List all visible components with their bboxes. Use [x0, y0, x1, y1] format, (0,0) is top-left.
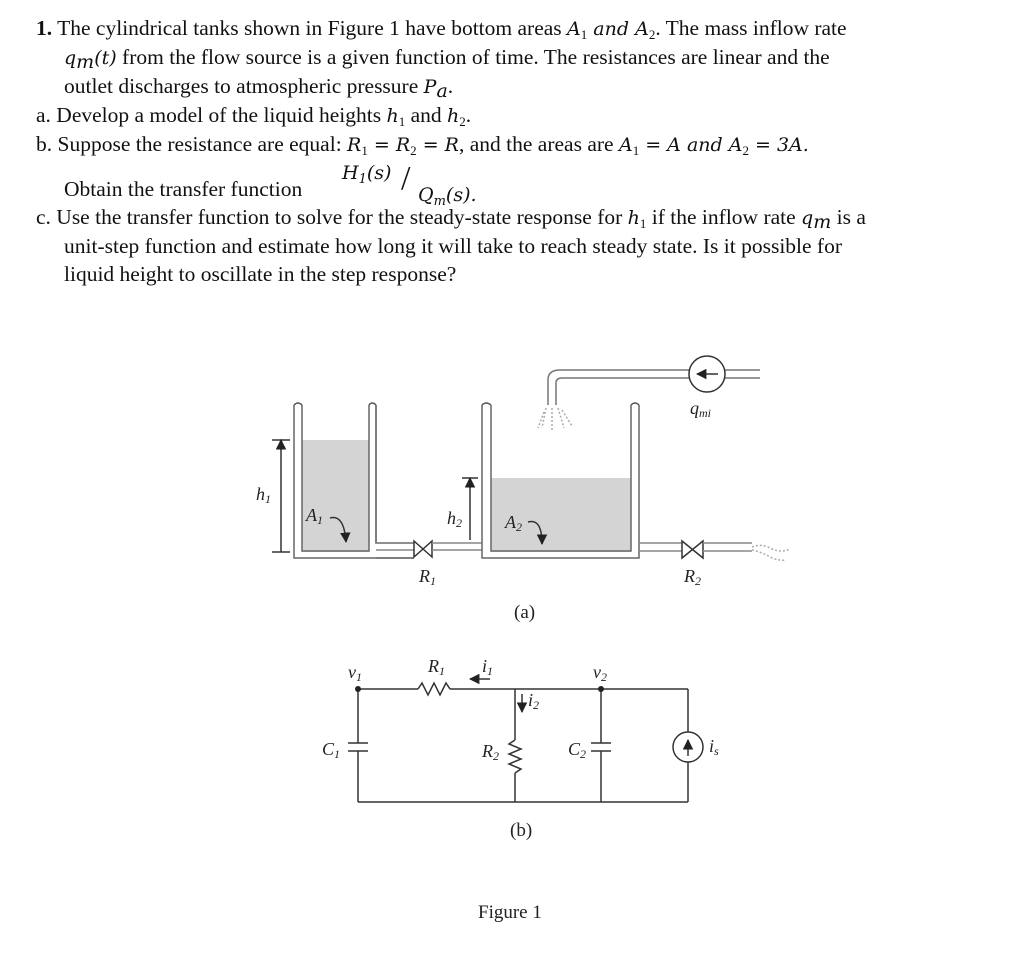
resistor-r2-icon [509, 740, 521, 773]
tank-1-water [302, 440, 369, 552]
part-b: b. Suppose the resistance are equal: $R_1 = R_2 = R$, and the areas are $A_1 = A$ and $A_2 = 3A$. [36, 132, 809, 158]
caption-a: (a) [514, 602, 536, 623]
svg-text:R2: R2 [684, 566, 701, 588]
figure-caption: Figure 1 [478, 902, 542, 923]
outflow-spray-icon [752, 545, 790, 551]
svg-text:R1: R1 [419, 566, 436, 588]
svg-text:i2: i2 [528, 690, 540, 712]
svg-text:h1: h1 [256, 484, 271, 506]
intro-line-1: 1. The cylindrical tanks shown in Figure 1 have bottom areas $A_1$ and $A_2$. The mass inflow rate [36, 16, 847, 42]
h1-dimension [272, 440, 290, 552]
intro-line-2: $q_m(t)$ from the flow source is a given function of time. The resistances are linear and the [64, 45, 830, 73]
valve-r1-icon [414, 541, 432, 557]
svg-text:A1: A1 [306, 505, 323, 527]
part-c-line-1: c. Use the transfer function to solve for the steady-state response for $h_1$ if the inflow rate $q_m$ is a [36, 205, 866, 233]
svg-text:R2: R2 [482, 741, 499, 763]
part-c-line-2: unit-step function and estimate how long it will take to reach steady state. Is it possible for [64, 234, 842, 258]
node-v2 [598, 686, 604, 692]
part-a: a. Develop a model of the liquid heights $h_1$ and $h_2$. [36, 103, 472, 129]
svg-text:h2: h2 [447, 508, 462, 530]
svg-text:i1: i1 [482, 656, 494, 678]
circuit-diagram [348, 679, 703, 802]
part-c-line-3: liquid height to oscillate in the step response? [64, 262, 457, 286]
svg-text:is: is [709, 736, 719, 758]
svg-text:C2: C2 [568, 739, 587, 761]
inflow-spray-icon [538, 408, 572, 432]
tank-diagram [272, 356, 790, 560]
valve-r2-icon [682, 541, 703, 558]
part-b-transfer-function: Obtain the transfer function $H_1(s)$ / $Q_m(s)$. [64, 160, 477, 209]
svg-text:A2: A2 [505, 512, 522, 534]
svg-text:R1: R1 [428, 656, 445, 678]
svg-text:qmi: qmi [690, 398, 711, 420]
svg-text:v1: v1 [348, 662, 362, 684]
inflow-pipe [548, 370, 760, 405]
problem-number: 1. [36, 16, 53, 40]
circuit-labels [322, 656, 719, 923]
svg-text:C1: C1 [322, 739, 341, 761]
caption-b: (b) [510, 820, 533, 841]
node-v1 [355, 686, 361, 692]
intro-line-3: outlet discharges to atmospheric pressure $P_a$. [64, 74, 454, 102]
resistor-r1-icon [418, 683, 450, 695]
svg-text:v2: v2 [593, 662, 607, 684]
